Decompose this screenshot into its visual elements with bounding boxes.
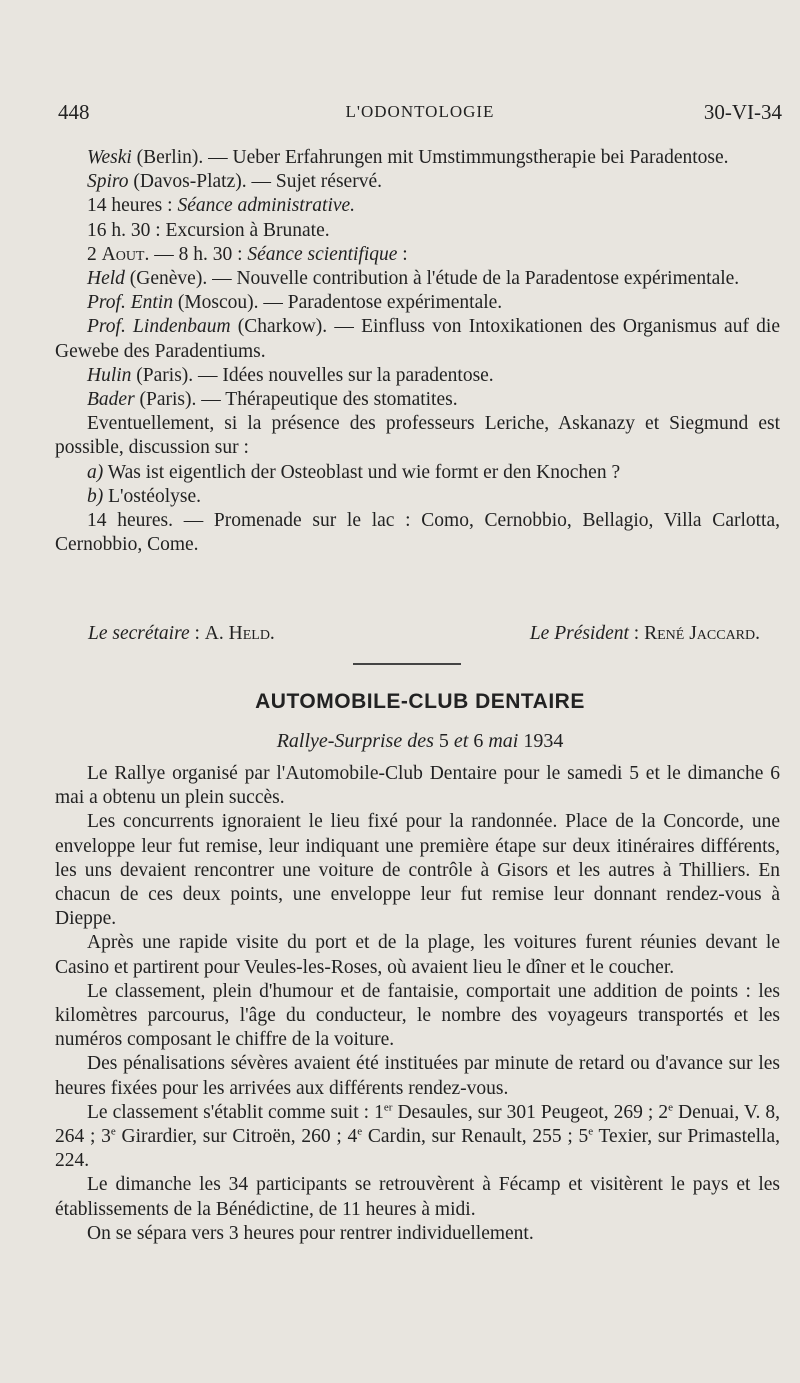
day-name: Aout xyxy=(101,243,145,265)
ordinal: er xyxy=(383,1101,393,1114)
item-text: Eventuellement, si la présence des professeurs Leriche, Askanazy et Siegmund est possible, discussion sur : xyxy=(55,413,780,459)
subheading-and: et xyxy=(453,730,469,752)
item-text: 14 heures : xyxy=(87,195,178,217)
president-signature: Le Président : René Jaccard. xyxy=(529,623,760,644)
issue-date: 30-VI-34 xyxy=(703,100,782,124)
section-divider xyxy=(353,663,461,665)
paragraph: Des pénalisations sévères avaient été instituées par minute de retard ou d'avance sur les heures fixées pour les arrivées aux différents rendez-vous. xyxy=(55,1053,780,1099)
subheading-month: mai xyxy=(488,730,519,752)
speaker: Prof. Lindenbaum xyxy=(87,316,231,338)
subheading-day: 5 xyxy=(438,730,449,752)
item-text: L'ostéolyse. xyxy=(103,485,201,507)
speaker: Bader xyxy=(87,389,135,411)
running-header xyxy=(58,100,782,130)
secretary-signature: Le secrétaire : A. Held. xyxy=(88,623,275,644)
president-label: Le Président xyxy=(529,623,629,644)
president-name: René Jaccard. xyxy=(644,623,760,644)
item-text: (Paris). — Thérapeutique des stomatites. xyxy=(134,389,458,411)
page-number: 448 xyxy=(58,100,90,124)
item-text: 2 xyxy=(87,243,102,265)
session-name: Séance administrative. xyxy=(177,195,356,217)
program-item xyxy=(55,146,780,170)
subheading-text: Rallye-Surprise des xyxy=(276,730,434,752)
program-item xyxy=(55,461,780,485)
item-text: (Moscou). — Paradentose expérimentale. xyxy=(172,292,503,314)
ranking-text: Le classement s'établit comme suit : 1 xyxy=(87,1101,384,1123)
secretary-name: A. Held. xyxy=(204,623,275,644)
item-text: Was ist eigentlich der Osteoblast und wie formt er den Knochen ? xyxy=(103,461,621,483)
program-list xyxy=(55,146,780,557)
item-text: (Davos-Platz). — Sujet réservé. xyxy=(128,171,382,193)
speaker: Weski xyxy=(87,147,132,168)
paragraph: Le Rallye organisé par l'Automobile-Club Dentaire pour le samedi 5 et le dimanche 6 mai a obtenu un plein succès. xyxy=(55,763,780,809)
speaker: Prof. Entin xyxy=(87,292,173,314)
paragraph: On se sépara vers 3 heures pour rentrer individuellement. xyxy=(87,1222,534,1244)
program-item xyxy=(55,509,780,557)
item-text: 16 h. 30 : Excursion à Brunate. xyxy=(87,219,330,241)
program-item xyxy=(55,364,780,388)
ordinal: e xyxy=(110,1125,116,1138)
section-heading: AUTOMOBILE-CLUB DENTAIRE xyxy=(255,690,585,713)
program-item xyxy=(55,243,780,267)
subheading-day: 6 xyxy=(473,730,484,752)
article-body xyxy=(55,762,780,1246)
ordinal: e xyxy=(357,1125,363,1138)
secretary-label: Le secrétaire xyxy=(88,623,190,644)
paragraph: Les concurrents ignoraient le lieu fixé pour la randonnée. Place de la Concorde, une enveloppe leur fut remise, leur indiquant une première étape sur deux itinéraires différents, les uns devaient rencontrer une voiture de contrôle à Gisors et les autres à Thilliers. En chacun de ces deux points, une enveloppe leur fut remise leur donnant rendez-vous à Dieppe. xyxy=(55,811,780,930)
program-item xyxy=(55,194,780,218)
program-item xyxy=(55,485,780,509)
item-text: (Charkow). — Einfluss von Intoxikationen des Organismus auf die Gewebe des Paradentiums. xyxy=(55,316,780,362)
subheading-year: 1934 xyxy=(523,730,564,752)
program-item xyxy=(55,315,780,363)
item-text: 14 heures. — Promenade sur le lac : Como, Cernobbio, Bellagio, Villa Carlotta, Cernobbio, Come. xyxy=(55,510,780,556)
program-item xyxy=(55,412,780,460)
speaker: Spiro xyxy=(87,171,129,193)
program-item xyxy=(55,291,780,315)
program-item xyxy=(55,219,780,243)
program-item xyxy=(55,267,780,291)
ordinal: e xyxy=(588,1125,594,1138)
ranking-text: Girardier, sur Citroën, 260 ; 4 xyxy=(115,1126,358,1148)
item-text: (Berlin). — Ueber Erfahrungen mit Umstimmungstherapie bei Paradentose. xyxy=(131,147,729,168)
ranking-text: Desaules, sur 301 Peugeot, 269 ; 2 xyxy=(392,1101,669,1123)
ranking-text: Texier, sur Primastella, 224. xyxy=(55,1126,781,1172)
ordinal: e xyxy=(668,1101,673,1114)
section-subheading xyxy=(0,730,800,753)
item-text: (Genève). — Nouvelle contribution à l'étude de la Paradentose expérimentale. xyxy=(124,268,740,290)
journal-title: L'ODONTOLOGIE xyxy=(345,102,495,121)
paragraph xyxy=(55,1101,780,1174)
item-text: : xyxy=(397,243,408,265)
paragraph: Le classement, plein d'humour et de fantaisie, comportait une addition de points : les kilomètres parcourus, l'âge du conducteur, le nombre des voyageurs transportés et les numéros composant le chiffre de la voiture. xyxy=(55,980,780,1051)
item-text: (Paris). — Idées nouvelles sur la paradentose. xyxy=(131,364,494,386)
item-letter: a) xyxy=(87,461,104,483)
program-item xyxy=(55,388,780,412)
item-letter: b) xyxy=(87,485,104,507)
ranking-text: Cardin, sur Renault, 255 ; 5 xyxy=(362,1126,589,1148)
session-name: Séance scientifique xyxy=(247,243,398,265)
ranking-text: Denuai, V. 8, 264 ; 3 xyxy=(55,1101,780,1148)
speaker: Held xyxy=(87,268,125,290)
speaker: Hulin xyxy=(87,364,132,386)
paragraph: Après une rapide visite du port et de la plage, les voitures furent réunies devant le Casino et partirent pour Veules-les-Roses, où avaient lieu le dîner et le coucher. xyxy=(55,932,780,978)
paragraph: Le dimanche les 34 participants se retrouvèrent à Fécamp et visitèrent le pays et les établissements de la Bénédictine, de 11 heures à midi. xyxy=(55,1174,780,1220)
signature-line xyxy=(88,623,760,649)
item-text: . — 8 h. 30 : xyxy=(144,243,248,265)
program-item xyxy=(55,170,780,194)
